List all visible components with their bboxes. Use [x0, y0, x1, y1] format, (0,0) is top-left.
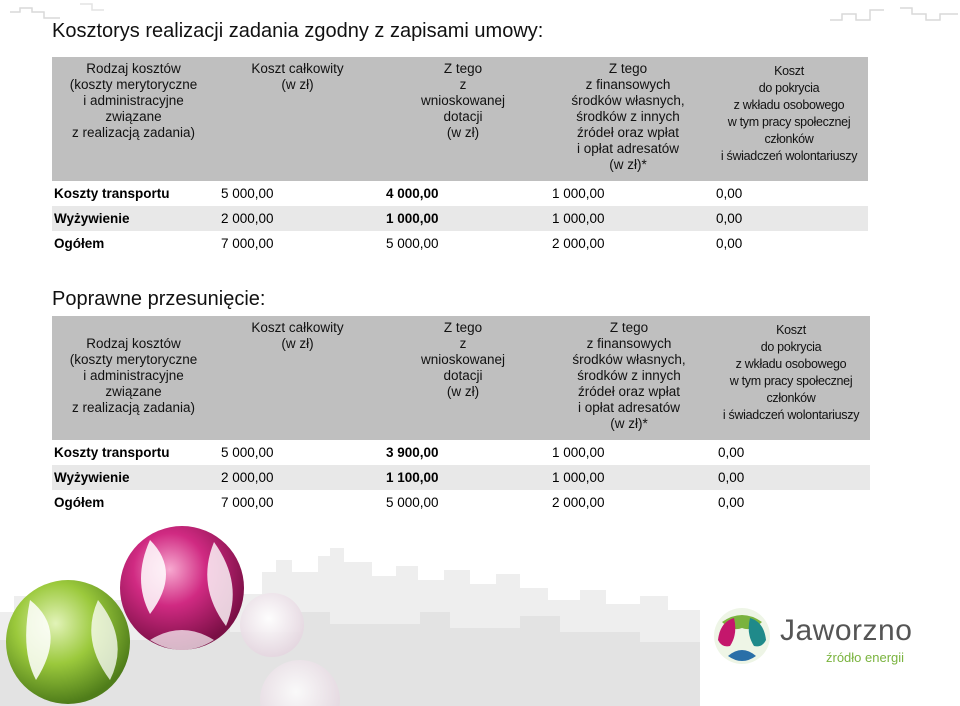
cell-personal: 0,00 [716, 186, 743, 201]
cell-personal: 0,00 [712, 465, 870, 490]
cell-own: 2 000,00 [552, 495, 605, 510]
cell-grant: 4 000,00 [386, 186, 439, 201]
section-subtitle: Poprawne przesunięcie: [52, 288, 266, 310]
header-own-funds: Z tego z finansowych środków własnych, środków z innych źródeł oraz wpłat i opłat adresatów (w zł)* [546, 57, 710, 181]
table-header-row [52, 57, 868, 181]
cost-table-original [52, 57, 868, 256]
cell-total: 5 000,00 [221, 445, 274, 460]
cell-total: 2 000,00 [215, 206, 380, 231]
cell-grant: 1 000,00 [380, 206, 546, 231]
row-label: Ogółem [54, 236, 105, 251]
table-row [52, 465, 870, 490]
header-grant: Z tego z wnioskowanej dotacji (w zł) [380, 316, 546, 440]
cell-grant: 1 100,00 [380, 465, 546, 490]
header-total-cost: Koszt całkowity (w zł) [215, 316, 380, 440]
cell-total: 7 000,00 [221, 236, 274, 251]
cell-grant: 3 900,00 [386, 445, 439, 460]
logo-name: Jaworzno [780, 614, 913, 647]
cost-table-corrected [52, 316, 870, 515]
table-row [52, 490, 870, 515]
row-label: Wyżywienie [52, 465, 215, 490]
cell-total: 5 000,00 [221, 186, 274, 201]
cell-own: 1 000,00 [546, 206, 710, 231]
header-cost-type: Rodzaj kosztów (koszty merytoryczne i administracyjne związane z realizacją zadania) [52, 316, 215, 440]
header-total-cost: Koszt całkowity (w zł) [215, 57, 380, 181]
row-label: Ogółem [54, 495, 105, 510]
cell-personal: 0,00 [710, 206, 868, 231]
table-row [52, 206, 868, 231]
page-title: Kosztorys realizacji zadania zgodny z zapisami umowy: [52, 20, 544, 42]
row-label: Koszty transportu [54, 186, 170, 201]
logo-tagline: źródło energii [826, 650, 905, 665]
header-own-funds: Z tego z finansowych środków własnych, środków z innych źródeł oraz wpłat i opłat adresatów (w zł)* [546, 316, 712, 440]
cell-own: 2 000,00 [552, 236, 605, 251]
header-grant: Z tego z wnioskowanej dotacji (w zł) [380, 57, 546, 181]
cell-personal: 0,00 [718, 445, 745, 460]
row-label: Koszty transportu [54, 445, 170, 460]
table-header-row [52, 316, 870, 440]
header-cost-type: Rodzaj kosztów (koszty merytoryczne i administracyjne związane z realizacją zadania) [52, 57, 215, 181]
cell-total: 7 000,00 [221, 495, 274, 510]
cell-personal: 0,00 [716, 236, 743, 251]
cell-grant: 5 000,00 [386, 236, 439, 251]
row-label: Wyżywienie [52, 206, 215, 231]
header-personal-contribution: Koszt do pokrycia z wkładu osobowego w tym pracy społecznej członków i świadczeń wolontariuszy [710, 57, 868, 181]
cell-own: 1 000,00 [552, 186, 605, 201]
cell-total: 2 000,00 [215, 465, 380, 490]
cell-own: 1 000,00 [546, 465, 712, 490]
header-personal-contribution: Koszt do pokrycia z wkładu osobowego w tym pracy społecznej członków i świadczeń wolontariuszy [712, 316, 870, 440]
cell-grant: 5 000,00 [386, 495, 439, 510]
cell-own: 1 000,00 [552, 445, 605, 460]
table-row [52, 440, 870, 465]
table-row [52, 181, 868, 206]
cell-personal: 0,00 [718, 495, 745, 510]
table-row [52, 231, 868, 256]
